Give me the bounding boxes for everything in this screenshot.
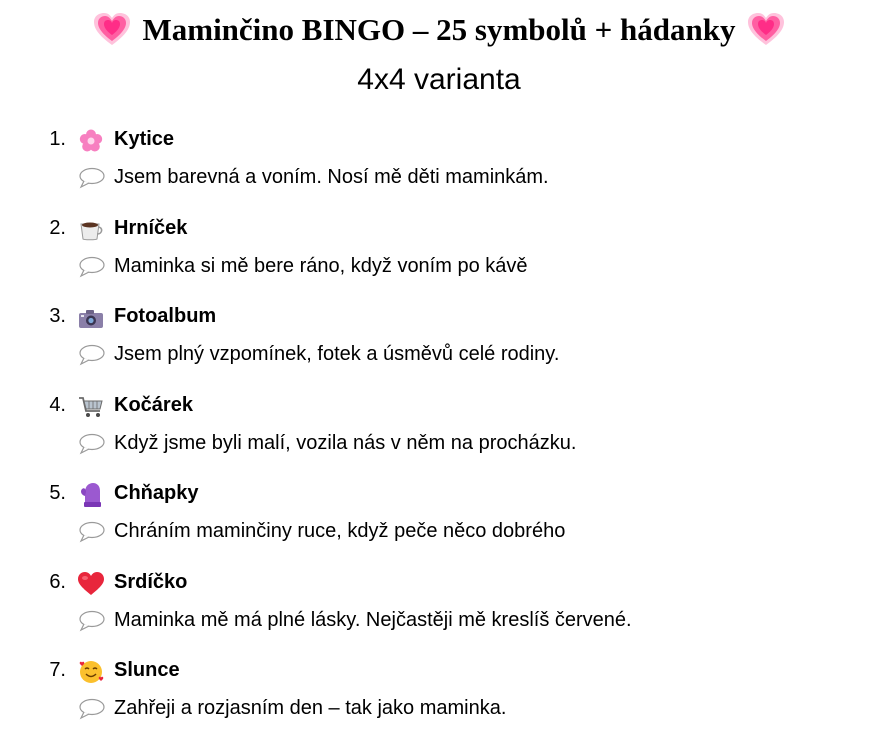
list-item bbox=[0, 211, 878, 300]
speech-bubble-icon bbox=[78, 256, 106, 278]
item-heading bbox=[0, 299, 878, 335]
item-heading bbox=[0, 122, 878, 158]
item-riddle-row bbox=[0, 339, 878, 373]
item-number: 6. bbox=[49, 570, 66, 593]
sparkling-heart-icon bbox=[94, 13, 130, 47]
page-subtitle: 4x4 varianta bbox=[357, 63, 521, 96]
item-riddle: Chráním maminčiny ruce, když peče něco dobrého bbox=[114, 520, 566, 542]
list-item bbox=[0, 388, 878, 477]
item-heading bbox=[0, 565, 878, 601]
oven-mitt-icon bbox=[78, 482, 104, 508]
camera-icon bbox=[78, 305, 104, 331]
speech-bubble-icon bbox=[78, 167, 106, 189]
flower-icon bbox=[78, 128, 104, 154]
item-number: 4. bbox=[49, 393, 66, 416]
speech-bubble-icon bbox=[78, 433, 106, 455]
item-number: 7. bbox=[49, 659, 66, 681]
item-number: 5. bbox=[49, 482, 66, 504]
speech-bubble-icon bbox=[78, 521, 106, 543]
item-heading bbox=[0, 211, 878, 247]
speech-bubble-icon bbox=[78, 698, 106, 720]
item-name: Srdíčko bbox=[114, 570, 188, 593]
symbol-list bbox=[0, 122, 878, 742]
item-riddle-row bbox=[0, 605, 878, 639]
item-name: Chňapky bbox=[114, 482, 199, 504]
item-riddle: Jsem barevná a voním. Nosí mě děti maminkám. bbox=[114, 166, 549, 188]
list-item bbox=[0, 653, 878, 742]
item-riddle: Maminka si mě bere ráno, když voním po kávě bbox=[114, 254, 528, 277]
list-item bbox=[0, 299, 878, 388]
item-heading bbox=[0, 476, 878, 512]
item-riddle: Jsem plný vzpomínek, fotek a úsměvů celé rodiny. bbox=[114, 343, 560, 365]
item-name: Fotoalbum bbox=[114, 305, 217, 327]
speech-bubble-icon bbox=[78, 610, 106, 632]
item-name: Slunce bbox=[114, 659, 180, 681]
page-title: Maminčino BINGO – 25 symbolů + hádanky bbox=[142, 12, 736, 47]
speech-bubble-icon bbox=[78, 344, 106, 366]
list-item bbox=[0, 476, 878, 565]
list-item bbox=[0, 122, 878, 211]
item-name: Kytice bbox=[114, 128, 175, 150]
coffee-cup-icon bbox=[78, 217, 104, 243]
smiling-face-hearts-icon bbox=[78, 659, 104, 685]
item-riddle-row bbox=[0, 251, 878, 285]
heart-icon bbox=[78, 571, 104, 597]
item-heading bbox=[0, 653, 878, 689]
title-row bbox=[0, 8, 878, 52]
list-item bbox=[0, 565, 878, 654]
item-riddle: Když jsme byli malí, vozila nás v něm na procházku. bbox=[114, 431, 577, 454]
item-number: 1. bbox=[49, 128, 66, 150]
cart-icon bbox=[78, 394, 104, 420]
item-riddle-row bbox=[0, 162, 878, 196]
item-riddle-row bbox=[0, 428, 878, 462]
item-riddle: Zahřeji a rozjasním den – tak jako maminka. bbox=[114, 697, 507, 719]
item-riddle: Maminka mě má plné lásky. Nejčastěji mě kreslíš červené. bbox=[114, 608, 632, 631]
item-riddle-row bbox=[0, 693, 878, 727]
item-number: 2. bbox=[49, 216, 66, 239]
sparkling-heart-icon bbox=[748, 13, 784, 47]
item-riddle-row bbox=[0, 516, 878, 550]
item-name: Kočárek bbox=[114, 393, 193, 416]
item-heading bbox=[0, 388, 878, 424]
item-name: Hrníček bbox=[114, 216, 188, 239]
item-number: 3. bbox=[49, 305, 66, 327]
